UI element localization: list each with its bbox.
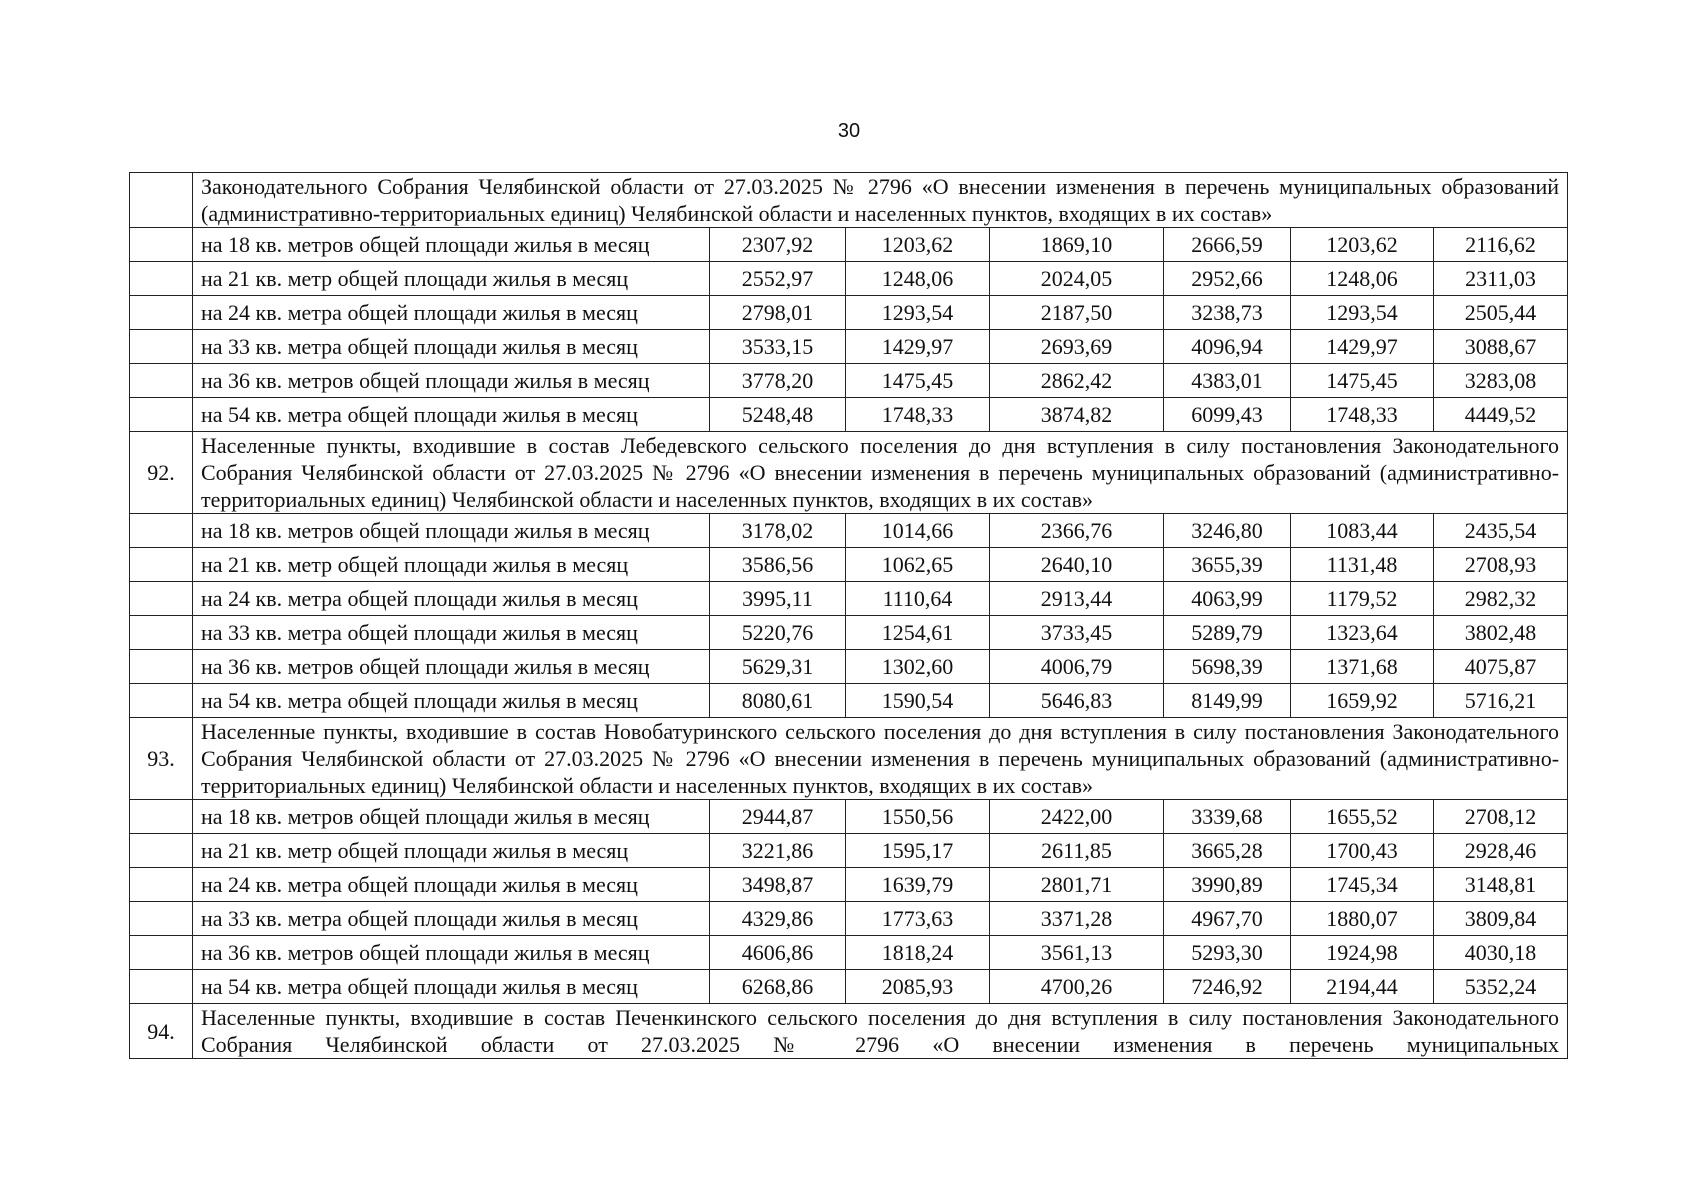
value-cell: 6268,86 — [710, 970, 846, 1004]
value-cell: 3990,89 — [1164, 868, 1291, 902]
value-cell: 3778,20 — [710, 364, 846, 398]
value-cell: 5293,30 — [1164, 936, 1291, 970]
empty-number-cell — [130, 330, 193, 364]
row-label: на 36 кв. метров общей площади жилья в месяц — [193, 364, 710, 398]
value-cell: 1131,48 — [1291, 548, 1434, 582]
section-description: Законодательного Собрания Челябинской области от 27.03.2025 № 2796 «О внесении изменения в перечень муниципальных образований (административно-территориальных единиц) Челябинской области и населенных пунктов, входящих в их состав» — [193, 173, 1568, 228]
value-cell: 2982,32 — [1434, 582, 1568, 616]
value-cell: 1590,54 — [846, 684, 990, 718]
value-cell: 1655,52 — [1291, 800, 1434, 834]
value-cell: 3874,82 — [990, 398, 1164, 432]
value-cell: 1773,63 — [846, 902, 990, 936]
value-cell: 1475,45 — [846, 364, 990, 398]
value-cell: 4967,70 — [1164, 902, 1291, 936]
row-label: на 24 кв. метра общей площади жилья в месяц — [193, 582, 710, 616]
table-row — [130, 970, 1568, 1004]
value-cell: 2024,05 — [990, 262, 1164, 296]
value-cell: 2366,76 — [990, 514, 1164, 548]
row-label: на 54 кв. метра общей площади жилья в месяц — [193, 398, 710, 432]
row-label: на 36 кв. метров общей площади жилья в месяц — [193, 936, 710, 970]
value-cell: 1254,61 — [846, 616, 990, 650]
value-cell: 1203,62 — [846, 228, 990, 262]
table-row — [130, 902, 1568, 936]
section-description: Населенные пункты, входившие в состав Печенкинского сельского поселения до дня вступления в силу постановления Законодательного Собрания Челябинской области от 27.03.2025 № 2796 «О внесении изменения в перечень муниципальных — [193, 1004, 1568, 1059]
value-cell: 1179,52 — [1291, 582, 1434, 616]
value-cell: 2798,01 — [710, 296, 846, 330]
value-cell: 3586,56 — [710, 548, 846, 582]
value-cell: 5220,76 — [710, 616, 846, 650]
row-label: на 21 кв. метр общей площади жилья в месяц — [193, 834, 710, 868]
value-cell: 3665,28 — [1164, 834, 1291, 868]
value-cell: 5698,39 — [1164, 650, 1291, 684]
value-cell: 1659,92 — [1291, 684, 1434, 718]
table-row — [130, 296, 1568, 330]
value-cell: 2611,85 — [990, 834, 1164, 868]
table-row — [130, 800, 1568, 834]
value-cell: 2708,12 — [1434, 800, 1568, 834]
value-cell: 2311,03 — [1434, 262, 1568, 296]
empty-number-cell — [130, 650, 193, 684]
value-cell: 5646,83 — [990, 684, 1164, 718]
row-label: на 21 кв. метр общей площади жилья в месяц — [193, 262, 710, 296]
table-row — [130, 868, 1568, 902]
row-label: на 24 кв. метра общей площади жилья в месяц — [193, 868, 710, 902]
value-cell: 3148,81 — [1434, 868, 1568, 902]
value-cell: 2187,50 — [990, 296, 1164, 330]
empty-number-cell — [130, 296, 193, 330]
value-cell: 4383,01 — [1164, 364, 1291, 398]
value-cell: 5289,79 — [1164, 616, 1291, 650]
value-cell: 2801,71 — [990, 868, 1164, 902]
value-cell: 1700,43 — [1291, 834, 1434, 868]
row-label: на 33 кв. метра общей площади жилья в месяц — [193, 616, 710, 650]
value-cell: 2116,62 — [1434, 228, 1568, 262]
value-cell: 6099,43 — [1164, 398, 1291, 432]
row-label: на 36 кв. метров общей площади жилья в месяц — [193, 650, 710, 684]
section-header-row — [130, 1004, 1568, 1059]
empty-number-cell — [130, 970, 193, 1004]
row-label: на 24 кв. метра общей площади жилья в месяц — [193, 296, 710, 330]
value-cell: 1203,62 — [1291, 228, 1434, 262]
value-cell: 4449,52 — [1434, 398, 1568, 432]
value-cell: 2928,46 — [1434, 834, 1568, 868]
empty-number-cell — [130, 902, 193, 936]
value-cell: 1302,60 — [846, 650, 990, 684]
value-cell: 1880,07 — [1291, 902, 1434, 936]
empty-number-cell — [130, 548, 193, 582]
empty-number-cell — [130, 582, 193, 616]
table-row — [130, 684, 1568, 718]
value-cell: 1550,56 — [846, 800, 990, 834]
empty-number-cell — [130, 228, 193, 262]
value-cell: 3238,73 — [1164, 296, 1291, 330]
value-cell: 2693,69 — [990, 330, 1164, 364]
table-row — [130, 650, 1568, 684]
value-cell: 3995,11 — [710, 582, 846, 616]
value-cell: 5716,21 — [1434, 684, 1568, 718]
value-cell: 3533,15 — [710, 330, 846, 364]
value-cell: 3246,80 — [1164, 514, 1291, 548]
value-cell: 1429,97 — [846, 330, 990, 364]
value-cell: 3561,13 — [990, 936, 1164, 970]
value-cell: 1748,33 — [846, 398, 990, 432]
table-row — [130, 834, 1568, 868]
page-number: 30 — [837, 120, 861, 142]
value-cell: 8149,99 — [1164, 684, 1291, 718]
empty-number-cell — [130, 936, 193, 970]
value-cell: 4006,79 — [990, 650, 1164, 684]
value-cell: 2422,00 — [990, 800, 1164, 834]
value-cell: 4075,87 — [1434, 650, 1568, 684]
table-row — [130, 936, 1568, 970]
value-cell: 4063,99 — [1164, 582, 1291, 616]
value-cell: 5248,48 — [710, 398, 846, 432]
value-cell: 3178,02 — [710, 514, 846, 548]
value-cell: 1293,54 — [1291, 296, 1434, 330]
empty-number-cell — [130, 684, 193, 718]
value-cell: 4096,94 — [1164, 330, 1291, 364]
value-cell: 3221,86 — [710, 834, 846, 868]
value-cell: 3733,45 — [990, 616, 1164, 650]
value-cell: 3802,48 — [1434, 616, 1568, 650]
value-cell: 2640,10 — [990, 548, 1164, 582]
table-row — [130, 262, 1568, 296]
value-cell: 1062,65 — [846, 548, 990, 582]
row-label: на 54 кв. метра общей площади жилья в месяц — [193, 684, 710, 718]
value-cell: 4030,18 — [1434, 936, 1568, 970]
value-cell: 2666,59 — [1164, 228, 1291, 262]
section-header-row — [130, 718, 1568, 800]
value-cell: 1293,54 — [846, 296, 990, 330]
empty-number-cell — [130, 616, 193, 650]
value-cell: 2505,44 — [1434, 296, 1568, 330]
section-description: Населенные пункты, входившие в состав Лебедевского сельского поселения до дня вступления в силу постановления Законодательного Собрания Челябинской области от 27.03.2025 № 2796 «О внесении изменения в перечень муниципальных образований (административно-территориальных единиц) Челябинской области и населенных пунктов, входящих в их состав» — [193, 432, 1568, 514]
value-cell: 2952,66 — [1164, 262, 1291, 296]
value-cell: 7246,92 — [1164, 970, 1291, 1004]
empty-number-cell — [130, 800, 193, 834]
value-cell: 1748,33 — [1291, 398, 1434, 432]
value-cell: 1110,64 — [846, 582, 990, 616]
value-cell: 1595,17 — [846, 834, 990, 868]
value-cell: 4700,26 — [990, 970, 1164, 1004]
section-header-row — [130, 173, 1568, 228]
value-cell: 5352,24 — [1434, 970, 1568, 1004]
row-label: на 18 кв. метров общей площади жилья в месяц — [193, 228, 710, 262]
section-header-row — [130, 432, 1568, 514]
row-label: на 33 кв. метра общей площади жилья в месяц — [193, 330, 710, 364]
value-cell: 2194,44 — [1291, 970, 1434, 1004]
section-number: 92. — [130, 432, 193, 514]
empty-number-cell — [130, 398, 193, 432]
value-cell: 1818,24 — [846, 936, 990, 970]
value-cell: 1869,10 — [990, 228, 1164, 262]
value-cell: 4606,86 — [710, 936, 846, 970]
value-cell: 2435,54 — [1434, 514, 1568, 548]
value-cell: 2708,93 — [1434, 548, 1568, 582]
row-label: на 33 кв. метра общей площади жилья в месяц — [193, 902, 710, 936]
value-cell: 3371,28 — [990, 902, 1164, 936]
value-cell: 1248,06 — [1291, 262, 1434, 296]
value-cell: 1248,06 — [846, 262, 990, 296]
row-label: на 54 кв. метра общей площади жилья в месяц — [193, 970, 710, 1004]
empty-number-cell — [130, 262, 193, 296]
value-cell: 3498,87 — [710, 868, 846, 902]
value-cell: 4329,86 — [710, 902, 846, 936]
value-cell: 2552,97 — [710, 262, 846, 296]
table-row — [130, 364, 1568, 398]
table-row — [130, 548, 1568, 582]
section-description: Населенные пункты, входившие в состав Новобатуринского сельского поселения до дня вступления в силу постановления Законодательного Собрания Челябинской области от 27.03.2025 № 2796 «О внесении изменения в перечень муниципальных образований (административно-территориальных единиц) Челябинской области и населенных пунктов, входящих в их состав» — [193, 718, 1568, 800]
value-cell: 2944,87 — [710, 800, 846, 834]
row-label: на 18 кв. метров общей площади жилья в месяц — [193, 514, 710, 548]
table-row — [130, 330, 1568, 364]
value-cell: 2085,93 — [846, 970, 990, 1004]
value-cell: 3655,39 — [1164, 548, 1291, 582]
value-cell: 1014,66 — [846, 514, 990, 548]
empty-number-cell — [130, 868, 193, 902]
value-cell: 1429,97 — [1291, 330, 1434, 364]
value-cell: 1323,64 — [1291, 616, 1434, 650]
value-cell: 3283,08 — [1434, 364, 1568, 398]
empty-number-cell — [130, 514, 193, 548]
section-number: 93. — [130, 718, 193, 800]
section-number — [130, 173, 193, 228]
section-number: 94. — [130, 1004, 193, 1059]
row-label: на 21 кв. метр общей площади жилья в месяц — [193, 548, 710, 582]
value-cell: 1745,34 — [1291, 868, 1434, 902]
tariff-table — [129, 172, 1568, 1059]
empty-number-cell — [130, 834, 193, 868]
value-cell: 3088,67 — [1434, 330, 1568, 364]
value-cell: 1371,68 — [1291, 650, 1434, 684]
value-cell: 1639,79 — [846, 868, 990, 902]
value-cell: 2862,42 — [990, 364, 1164, 398]
table-row — [130, 582, 1568, 616]
value-cell: 3809,84 — [1434, 902, 1568, 936]
value-cell: 1083,44 — [1291, 514, 1434, 548]
table-row — [130, 514, 1568, 548]
value-cell: 1475,45 — [1291, 364, 1434, 398]
value-cell: 3339,68 — [1164, 800, 1291, 834]
value-cell: 8080,61 — [710, 684, 846, 718]
table-row — [130, 398, 1568, 432]
value-cell: 1924,98 — [1291, 936, 1434, 970]
table-row — [130, 228, 1568, 262]
value-cell: 5629,31 — [710, 650, 846, 684]
table-row — [130, 616, 1568, 650]
row-label: на 18 кв. метров общей площади жилья в месяц — [193, 800, 710, 834]
value-cell: 2307,92 — [710, 228, 846, 262]
value-cell: 2913,44 — [990, 582, 1164, 616]
empty-number-cell — [130, 364, 193, 398]
